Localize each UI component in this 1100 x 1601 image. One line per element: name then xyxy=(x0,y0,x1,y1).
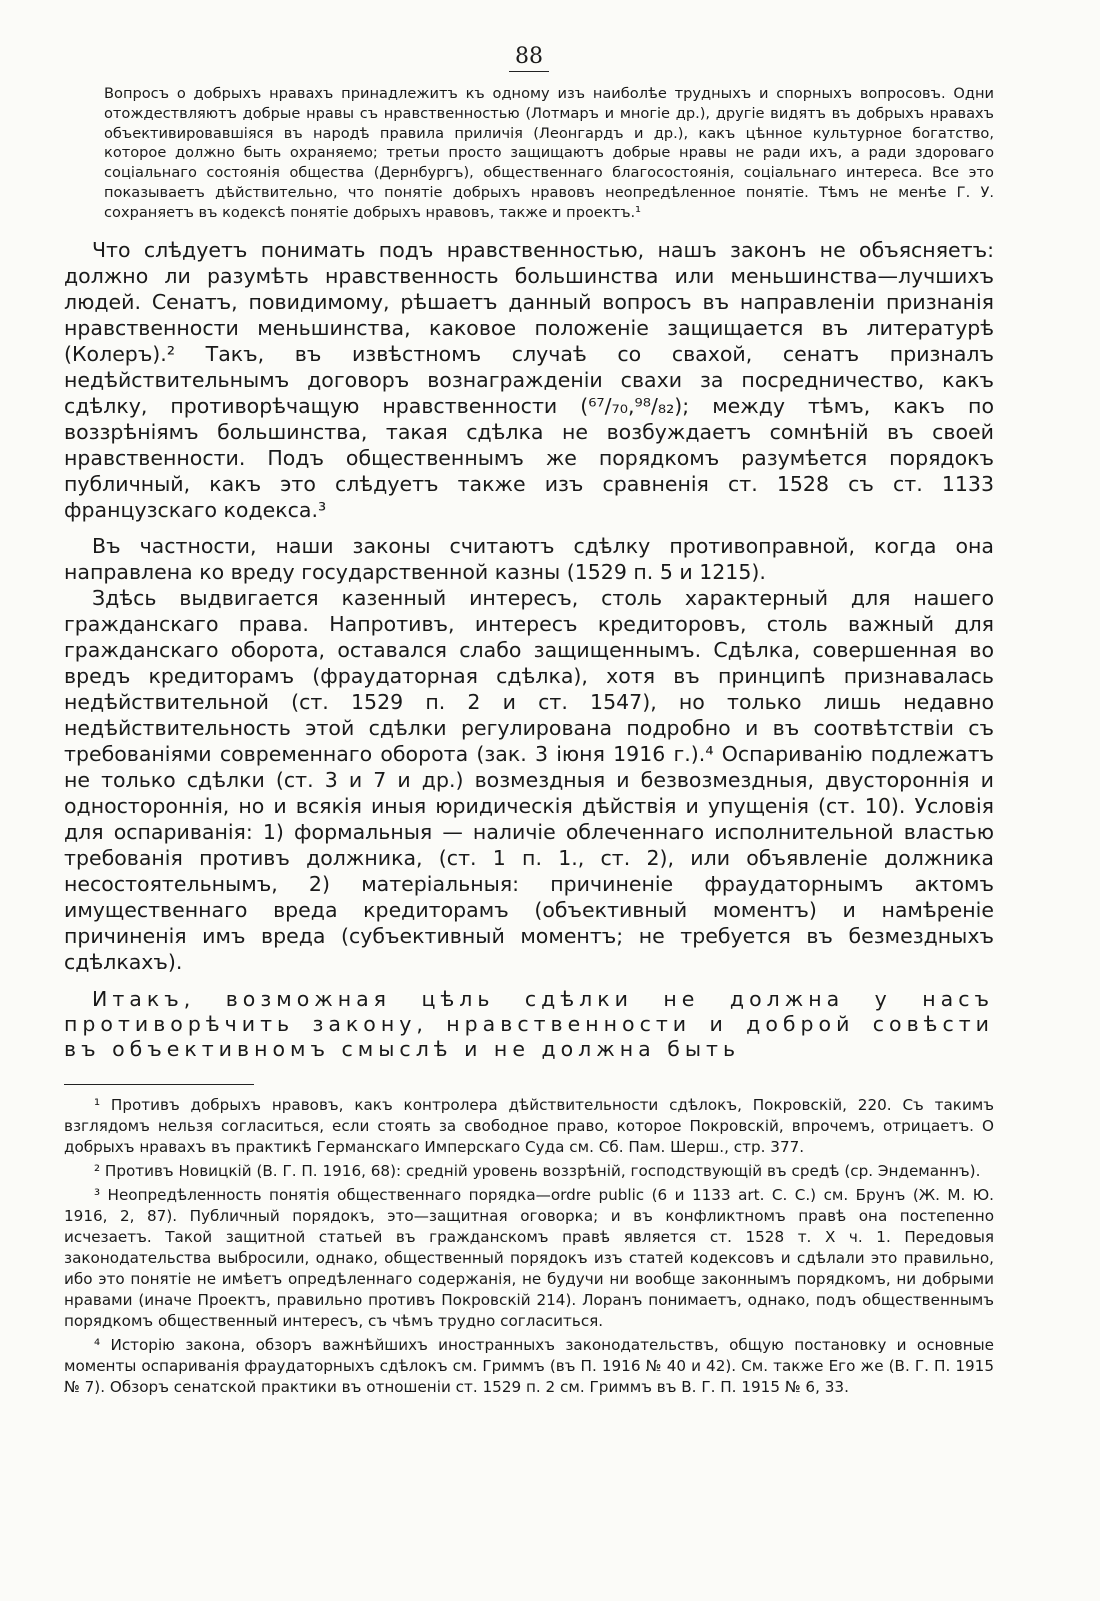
paragraph-2: Въ частности, наши законы считаютъ сдѣлку противоправной, когда она направлена ко вреду государственной казны (1529 п. 5 и 1215). xyxy=(64,533,994,584)
final-paragraph: Итакъ, возможная цѣль сдѣлки не должна у насъ противорѣчить закону, нравственности и доброй совѣсти въ объективномъ смыслѣ и не должна быть xyxy=(64,986,994,1061)
page-number: 88 xyxy=(64,44,994,72)
footnote-4: ⁴ Исторію закона, обзоръ важнѣйшихъ иностранныхъ законодательствъ, общую постановку и основные моменты оспариванія фраудаторныхъ сдѣлокъ см. Гриммъ (въ П. 1916 № 40 и 42). См. также Его же (В. Г. П. 1915 № 7). Обзоръ сенатской практики въ отношеніи ст. 1529 п. 2 см. Гриммъ въ В. Г. П. 1915 № 6, 33. xyxy=(64,1335,994,1396)
paragraph-3: Здѣсь выдвигается казенный интересъ, столь характерный для нашего гражданскаго права. Напротивъ, интересъ кредиторовъ, столь важный для гражданскаго оборота, оставался слабо защищеннымъ. Сдѣлка, совершенная во вредъ кредиторамъ (фраудаторная сдѣлка), хотя въ принципѣ признавалась недѣйствительной (ст. 1529 п. 2 и ст. 1547), но только лишь недавно недѣйствительность этой сдѣлки регулирована подробно и въ соотвѣтствіи съ требованіями современнаго оборота (зак. 3 іюня 1916 г.).⁴ Оспариванію подлежатъ не только сдѣлки (ст. 3 и 7 и др.) возмездныя и безвозмездныя, двустороннія и одностороннія, но и всякія иныя юридическія дѣйствія и упущенія (ст. 10). Условія для оспариванія: 1) формальныя — наличіе облеченнаго исполнительной властью требованія противъ должника, (ст. 1 п. 1., ст. 2), или объявленіе должника несостоятельнымъ, 2) матеріальныя: причиненіе фраудаторнымъ актомъ имущественнаго вреда кредиторамъ (объективный моментъ) и намѣреніе причиненія имъ вреда (субъективный моментъ; не требуется въ безмездныхъ сдѣлкахъ). xyxy=(64,585,994,974)
footnote-2: ² Противъ Новицкій (В. Г. П. 1916, 68): средній уровень воззрѣній, господствующій въ средѣ (ср. Эндеманнъ). xyxy=(94,1161,981,1180)
footnote-divider xyxy=(64,1084,254,1085)
footnote-3: ³ Неопредѣленность понятія общественнаго порядка—ordre public (6 и 1133 art. C. C.) см. Брунъ (Ж. М. Ю. 1916, 2, 87). Публичный порядокъ, это—защитная оговорка; и въ конфликтномъ правѣ она постепенно исчезаетъ. Такой защитной статьей въ гражданскомъ правѣ является ст. 1528 т. X ч. 1. Передовыя законодательства выбросили, однако, общественный порядокъ изъ статей кодексовъ и сдѣлали это правильно, ибо это понятіе не имѣетъ опредѣленнаго содержанія, не будучи ни вообще законнымъ порядкомъ, ни добрыми нравами (иначе Проектъ, правильно противъ Покровскій 214). Лоранъ понимаетъ, однако, подъ общественнымъ порядкомъ общественный интересъ, съ чѣмъ трудно согласиться. xyxy=(64,1185,994,1330)
paragraph-1: Что слѣдуетъ понимать подъ нравственностью, нашъ законъ не объясняетъ: должно ли разумѣть нравственность большинства или меньшинства—лучшихъ людей. Сенатъ, повидимому, рѣшаетъ данный вопросъ въ направленіи признанія нравственности меньшинства, каковое положеніе защищается въ литературѣ (Колеръ).² Такъ, въ извѣстномъ случаѣ со свахой, сенатъ призналъ недѣйствительнымъ договоръ вознагражденіи свахи за посредничество, какъ сдѣлку, противорѣчащую нравственности (⁶⁷/₇₀,⁹⁸/₈₂); между тѣмъ, какъ по воззрѣніямъ большинства, такая сдѣлка не возбуждаетъ сомнѣній въ своей нравственности. Подъ общественнымъ же порядкомъ разумѣется порядокъ публичный, какъ это слѣдуетъ также изъ сравненія ст. 1528 съ ст. 1133 французскаго кодекса.³ xyxy=(64,237,994,522)
intro-note: Вопросъ о добрыхъ нравахъ принадлежитъ къ одному изъ наиболѣе трудныхъ и спорныхъ вопросовъ. Одни отождествляютъ добрые нравы съ нравственностью (Лотмаръ и многіе др.), другіе видятъ въ добрыхъ нравахъ объективировавшіяся въ народѣ правила приличія (Леонгардъ и др.), какъ цѣнное культурное богатство, которое должно быть охраняемо; третьи просто защищаютъ добрые нравы не ради ихъ, а ради здороваго соціальнаго состоянія общества (Дернбургъ), общественнаго благосостоянія, соціальнаго интереса. Все это показываетъ дѣйствительно, что понятіе добрыхъ нравовъ неопредѣленное понятіе. Тѣмъ не менѣе Г. У. сохраняетъ въ кодексѣ понятіе добрыхъ нравовъ, также и проектъ.¹ xyxy=(104,85,994,221)
document-page xyxy=(64,44,994,1401)
footnote-1: ¹ Противъ добрыхъ нравовъ, какъ контролера дѣйствительности сдѣлокъ, Покровскій, 220. Съ такимъ взглядомъ нельзя согласиться, если стоять за свободное право, которое Покровскій, впрочемъ, отрицаетъ. О добрыхъ нравахъ въ практикѣ Германскаго Имперскаго Суда см. Сб. Пам. Шерш., стр. 377. xyxy=(64,1095,994,1156)
